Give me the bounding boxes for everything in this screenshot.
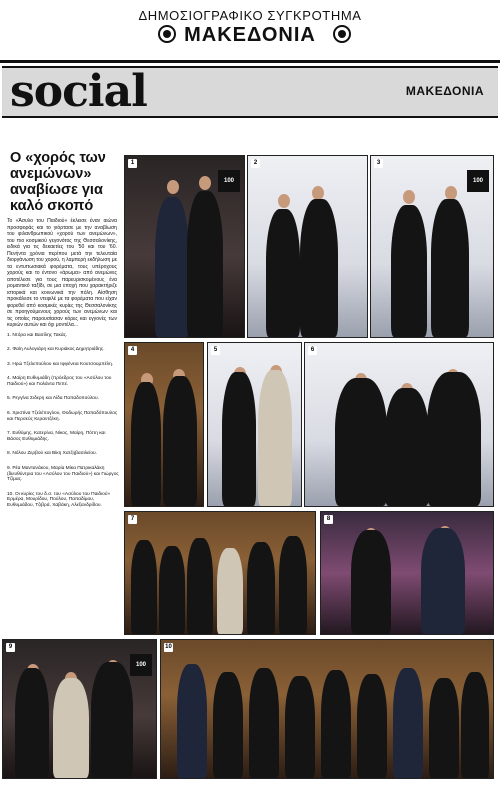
photo-2 <box>247 155 368 338</box>
caption-item: 10. Οι κυρίες του δ.σ. του «Ασύλου του Παιδιού» Ερμέρα, Μουρίδου, Πούλου, Παπαδίμου, Ευθυμιάδου, Τζιβρά, Χαβάκη, Αλεξανδρίδου. <box>7 491 111 508</box>
caption-item: 3. Ηρώ Τζελεπούλου και Ιφιγένεια Κουτσουμπέλη. <box>7 361 114 367</box>
photo-number: 9 <box>6 643 15 652</box>
photo-number: 7 <box>128 515 137 524</box>
photo-number: 6 <box>308 346 317 355</box>
photo-10 <box>160 639 494 779</box>
masthead-title: ΜΑΚΕΔΟΝΙΑ <box>184 24 316 46</box>
caption-item: 8. Νόλου Ζερβού και Βίκη Χατζηβασιλείου. <box>7 451 97 457</box>
article-body: Το «Άσυλο του Παιδιού» έκλεισε έναν αιώνα προσφοράς και το γιόρτασε με την αναβίωση του φιλανθρωπικού «χορού των ανεμώνων», του πιο κοσμικού γεγονότος της Θεσσαλονίκης, ειδικά για τις δεκαετίες του '50 και του '60. Πενήντα χρόνια περίπου μετά την τελευταία διοργάνωση του χορού, η λαμπερή εκδήλωση με τα εντυπωσιακά φορέματα, τους υπέροχους χορούς και το έντονο «άρωμα» από ανεμώνες αποτέλεσε για τους παρευρισκομένους ένα ρομαντικό ταξίδι, σε μια εποχή που χαρακτήριζε ιστορικά και κοινωνικά την πόλη. Αίσθηση προκάλεσε το ντεφιλέ με τα φορέματα που είχαν φορεθεί από κοσμικές κυρίες της Θεσσαλονίκης σε προηγούμενους χορούς των ανεμώνων και τις οποίες παρουσίασαν κόρες και εγγονές των κυριών αυτών και όχι μοντέλα... <box>7 218 117 328</box>
photo-number: 4 <box>128 346 137 355</box>
photo-7 <box>124 511 316 635</box>
photo-9 <box>2 639 157 779</box>
photo-number: 1 <box>128 159 137 168</box>
photo-number: 3 <box>374 159 383 168</box>
caption-item: 7. Ευθύμης, Κατερίνα, Νίκος, Μαίρη, Πόπη και Βάσος Ευθυμιάδης. <box>7 431 106 442</box>
masthead <box>0 0 500 56</box>
caption-item: 4. Μαίρη Ευθυμιάδη (πρόεδρος του «Ασύλου του Παιδιού») και Γιολάντα Πεπέ. <box>7 376 112 387</box>
article-headline: Ο «χορός των ανεμώνων» αναβίωσε για καλό σκοπό <box>10 150 106 214</box>
seal-icon <box>333 25 351 43</box>
photo-captions <box>7 333 119 509</box>
caption-item: 2. Φαίη Αυλογιάρη και Κυριάκος Δημητριάδης. <box>7 347 105 353</box>
anniversary-badge: 100 <box>218 170 240 192</box>
photo-number: 10 <box>165 644 172 650</box>
masthead-supertitle: ΔΗΜΟΣΙΟΓΡΑΦΙΚΟ ΣΥΓΚΡΟΤΗΜΑ <box>138 8 362 23</box>
photo-number: 2 <box>251 159 260 168</box>
anniversary-badge: 100 <box>467 170 489 192</box>
anniversary-badge: 100 <box>130 654 152 676</box>
photo-3 <box>370 155 494 338</box>
section-title: social <box>10 66 147 117</box>
photo-8 <box>320 511 494 635</box>
caption-item: 6. Χριστίνα Τζελέπογλου, Θοδωρής Παπαδόπουλος και Περσεύς Κεραντζέκη. <box>7 411 118 422</box>
photo-number: 8 <box>324 515 333 524</box>
caption-item: 1. Ντόρα και Βασίλης Τακάς. <box>7 332 68 338</box>
photo-1 <box>124 155 245 338</box>
article-column <box>2 150 118 518</box>
section-paper-name: ΜΑΚΕΔΟΝΙΑ <box>405 84 484 98</box>
photo-4 <box>124 342 204 507</box>
photo-6 <box>304 342 494 507</box>
caption-item: 5. Ρεγγίνα Σιδερη και Λίδα Παπαδοπούλου. <box>7 396 99 402</box>
masthead-rule <box>0 60 500 63</box>
caption-item: 9. Ρέα Μαντανάκου, Μαρία Μίκα Πατρικαλάκη (διευθύντρια του «Ασύλου του Παιδιού») και Γιώργος Τζίμας. <box>7 466 119 483</box>
photo-number: 5 <box>211 346 220 355</box>
section-header <box>2 66 498 118</box>
photo-5 <box>207 342 302 507</box>
